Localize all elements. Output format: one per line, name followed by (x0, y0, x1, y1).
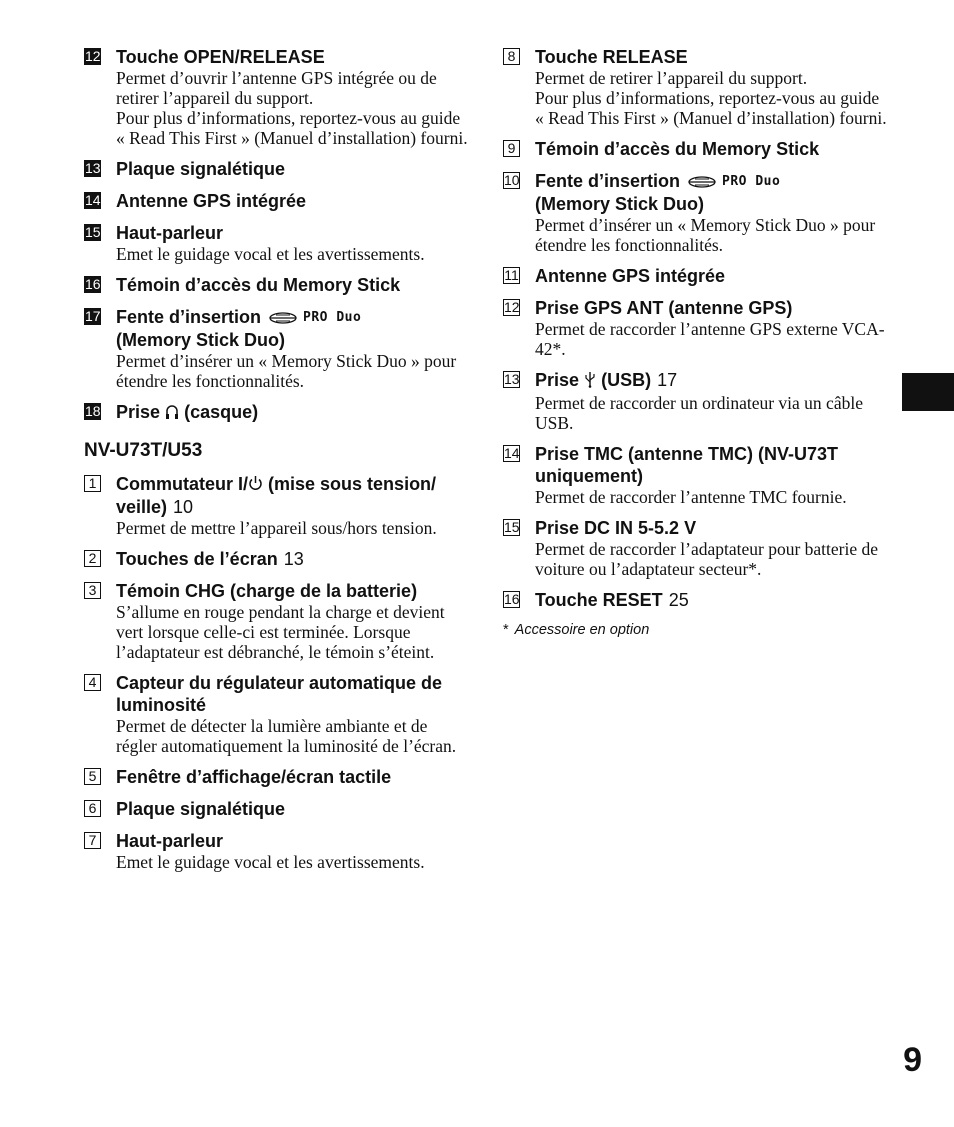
item-title: Antenne GPS intégrée (116, 191, 307, 211)
section-title: NV-U73T/U53 (84, 439, 203, 461)
item-title: Prise DC IN 5-5.2 V (535, 518, 697, 538)
item-title-line2: (Memory Stick Duo) (535, 194, 705, 215)
item-number: 8 (503, 48, 520, 65)
item-number: 3 (84, 582, 101, 599)
footnote-marker: * (503, 622, 509, 638)
list-item (84, 158, 469, 180)
footnote-text: Accessoire en option (514, 622, 650, 638)
item-title: Fenêtre d’affichage/écran tactile (116, 766, 392, 787)
list-item (503, 589, 888, 611)
logo-text: PRO Duo (303, 310, 362, 326)
item-title: Touche RESET (535, 590, 663, 610)
item-title: Touche OPEN/RELEASE (116, 47, 325, 67)
item-description: Permet de mettre l’appareil sous/hors tension. (116, 517, 437, 538)
item-description: Permet d’ouvrir l’antenne GPS intégrée ou de retirer l’appareil du support. Pour plus d’informations, reportez-vous au guide « Read This First » (Manuel d’installation) fourni. (116, 68, 468, 148)
list-item (84, 580, 469, 662)
item-description: Permet d’insérer un « Memory Stick Duo » pour étendre les fonctionnalités. (116, 351, 457, 392)
item-title: Plaque signalétique (116, 798, 286, 819)
list-item (84, 401, 469, 424)
item-title-suffix: (mise sous tension/ veille) (116, 473, 437, 517)
list-item (84, 274, 469, 296)
item-description: Permet de raccorder un ordinateur via un câble USB. (535, 393, 863, 433)
item-title: Témoin CHG (charge de la batterie) (116, 580, 418, 601)
item-description: Permet de raccorder l’antenne TMC fournie. (535, 487, 847, 507)
item-number: 7 (84, 832, 101, 849)
list-item (84, 672, 469, 756)
headphones-icon (165, 403, 179, 425)
item-title-prefix: Commutateur I/ (116, 473, 249, 494)
list-item (503, 265, 888, 287)
item-description: Emet le guidage vocal et les avertissements. (116, 851, 425, 872)
item-title-line2: (Memory Stick Duo) (116, 330, 286, 351)
section-tab-marker (902, 373, 954, 411)
item-title-prefix: Prise (116, 402, 161, 423)
list-item (84, 222, 469, 264)
list-item (503, 369, 888, 433)
item-number: 14 (504, 445, 520, 461)
list-item (503, 138, 888, 160)
list-item (503, 517, 888, 579)
list-item (503, 170, 888, 255)
item-description: Emet le guidage vocal et les avertissements. (116, 244, 425, 264)
item-title: Prise GPS ANT (antenne GPS) (535, 298, 793, 319)
item-number: 5 (84, 768, 101, 785)
item-title: Fente d’insertion (535, 171, 681, 191)
item-title: Touche RELEASE (535, 47, 688, 67)
item-number: 14 (85, 192, 101, 208)
list-item (503, 443, 888, 507)
item-title: Haut-parleur (116, 223, 224, 243)
list-item (84, 306, 469, 391)
logo-text: PRO Duo (722, 174, 781, 190)
left-column (84, 46, 469, 882)
item-description: Permet de retirer l’appareil du support. Pour plus d’informations, reportez-vous au guide « Read This First » (Manuel d’installation) fourni. (535, 68, 887, 128)
item-number: 11 (504, 267, 519, 284)
list-item (84, 46, 469, 148)
footnote (503, 621, 888, 639)
item-number: 15 (504, 519, 520, 535)
item-title: Fente d’insertion (116, 307, 262, 327)
item-title: Haut-parleur (116, 830, 224, 851)
page-reference: 17 (657, 370, 678, 391)
item-title: Témoin d’accès du Memory Stick (535, 139, 820, 159)
item-number: 12 (504, 299, 520, 316)
item-title: Plaque signalétique (116, 159, 286, 179)
memory-stick-pro-duo-logo-icon (269, 307, 361, 329)
page-reference: 13 (283, 548, 304, 569)
memory-stick-pro-duo-logo-icon (688, 171, 780, 193)
list-item (84, 548, 469, 570)
item-number: 15 (85, 224, 101, 240)
list-item (503, 46, 888, 128)
item-title: Antenne GPS intégrée (535, 266, 726, 287)
item-description: Permet d’insérer un « Memory Stick Duo » pour étendre les fonctionnalités. (535, 215, 876, 256)
item-number: 16 (85, 276, 101, 292)
item-number: 1 (84, 475, 101, 492)
item-number: 18 (85, 403, 101, 420)
page-number: 9 (903, 1041, 922, 1079)
item-number: 9 (503, 140, 520, 157)
list-item (84, 798, 469, 820)
item-description: Permet de raccorder l’antenne GPS externe VCA-42*. (535, 319, 885, 360)
item-number: 13 (85, 160, 101, 176)
item-number: 13 (504, 371, 520, 388)
usb-icon (584, 370, 596, 393)
item-title: Touches de l’écran (116, 548, 278, 569)
item-description: Permet de raccorder l’adaptateur pour batterie de voiture ou l’adaptateur secteur*. (535, 539, 879, 579)
item-title: Prise TMC (antenne TMC) (NV-U73T uniquement) (535, 444, 839, 486)
item-number: 17 (85, 308, 101, 324)
item-description: S’allume en rouge pendant la charge et devient vert lorsque celle-ci est terminée. Lorsque l’adaptateur est débranché, le témoin s’éteint. (116, 601, 445, 662)
right-column (503, 46, 888, 639)
page-reference: 10 (173, 496, 194, 517)
item-number: 6 (84, 800, 101, 817)
list-item (84, 766, 469, 788)
item-description: Permet de détecter la lumière ambiante et de régler automatiquement la luminosité de l’écran. (116, 715, 457, 756)
item-title-suffix: (casque) (184, 402, 259, 423)
list-item (84, 190, 469, 212)
list-item (84, 830, 469, 872)
item-number: 16 (504, 591, 520, 607)
item-number: 2 (84, 550, 101, 567)
item-title-suffix: (USB) (601, 370, 652, 391)
page-reference: 25 (668, 590, 689, 610)
item-title: Témoin d’accès du Memory Stick (116, 275, 401, 295)
item-number: 12 (85, 48, 101, 64)
item-number: 10 (504, 172, 520, 188)
list-item (503, 297, 888, 359)
power-icon (248, 474, 263, 496)
item-title: Capteur du régulateur automatique de luminosité (116, 672, 443, 715)
item-number: 4 (84, 674, 101, 691)
list-item (84, 473, 469, 538)
item-title-prefix: Prise (535, 370, 580, 391)
